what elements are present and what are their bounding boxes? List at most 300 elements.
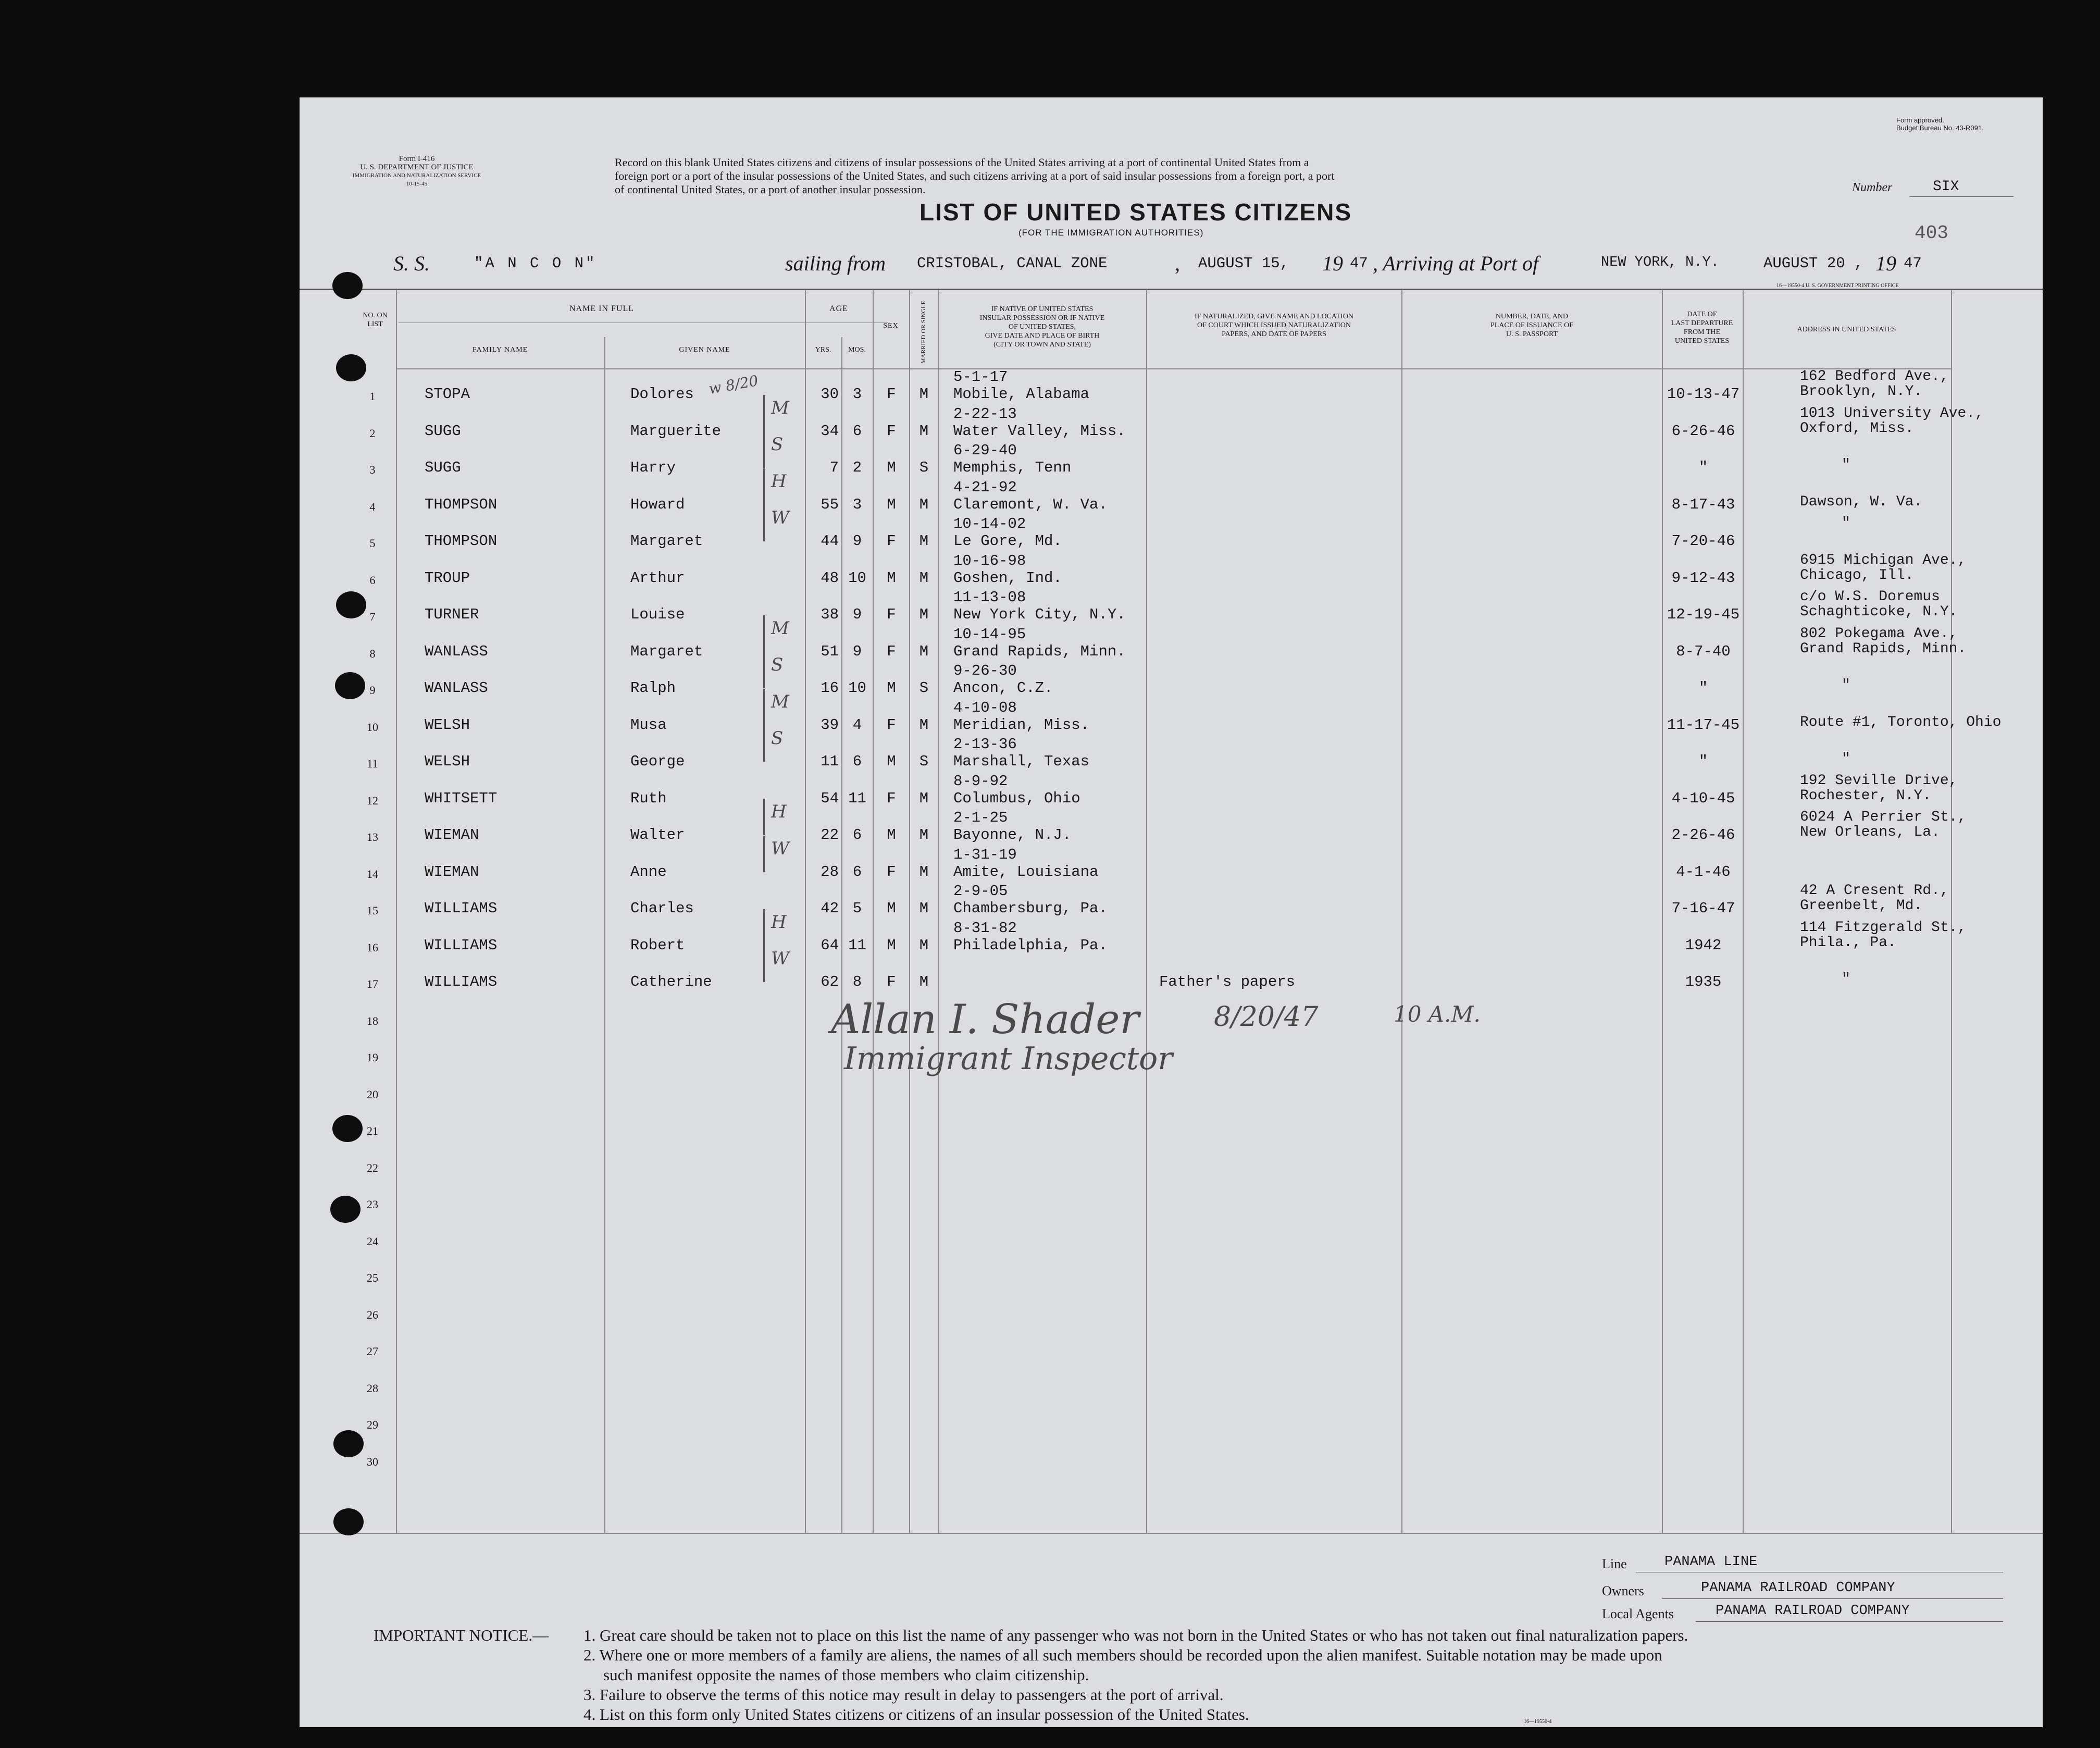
- given-name-cell: Margaret: [630, 642, 703, 660]
- sex-cell: F: [887, 532, 896, 550]
- handwritten-mark: H: [771, 801, 787, 822]
- age-years-cell: 51: [821, 642, 839, 660]
- handwritten-bracket: [763, 946, 765, 982]
- instruction-line: foreign port or a port of the insular possessions of the United States, and such citizens arriving at a port of said insular possessions from a foreign port, a port: [615, 169, 1335, 182]
- column-rule: [604, 337, 605, 1533]
- given-name-cell: Walter: [630, 826, 685, 844]
- column-rule: [805, 290, 806, 1533]
- family-name-cell: WELSH: [425, 716, 470, 734]
- birth-place-cell: Bayonne, N.J.: [953, 826, 1072, 844]
- handwritten-bracket: [763, 468, 765, 505]
- age-years-cell: 54: [821, 789, 839, 807]
- sex-cell: M: [887, 459, 896, 476]
- birth-date-cell: 10-14-02: [953, 515, 1026, 532]
- marital-status-cell: M: [919, 936, 929, 954]
- header-departure-line: UNITED STATES: [1674, 337, 1730, 345]
- row-number: 1: [369, 390, 376, 403]
- notice-line: such manifest opposite the names of those members who claim citizenship.: [603, 1666, 1089, 1684]
- header-age: AGE: [829, 304, 848, 313]
- row-number: 2: [369, 426, 376, 440]
- handwritten-bracket: [763, 505, 765, 541]
- address-line-2: ": [1842, 751, 1850, 767]
- header-married-or-single: MARRIED OR SINGLE: [919, 301, 927, 364]
- age-months-cell: 11: [848, 789, 866, 807]
- birth-date-cell: 2-22-13: [953, 405, 1017, 423]
- birth-date-cell: 5-1-17: [953, 368, 1008, 386]
- address-line-2: Route #1, Toronto, Ohio: [1800, 714, 2002, 730]
- given-name-cell: George: [630, 753, 685, 770]
- given-name-cell: Musa: [630, 716, 667, 734]
- birth-date-cell: 10-16-98: [953, 552, 1026, 569]
- row-number: 28: [367, 1381, 378, 1395]
- sailing-label: sailing from: [785, 252, 886, 275]
- sex-cell: F: [887, 716, 896, 734]
- sex-cell: M: [887, 679, 896, 697]
- header-given-name: GIVEN NAME: [679, 346, 730, 354]
- row-number: 7: [369, 610, 376, 623]
- sex-cell: F: [887, 642, 896, 660]
- gpo-note: 16—19550-4 U. S. GOVERNMENT PRINTING OFFICE: [1776, 283, 1899, 289]
- row-number: 24: [367, 1234, 378, 1248]
- manifest-sheet: [300, 97, 2043, 1727]
- row-number: 6: [369, 573, 376, 587]
- header-birth-line: INSULAR POSSESSION OR IF NATIVE: [979, 314, 1105, 322]
- header-naturalized-line: IF NATURALIZED, GIVE NAME AND LOCATION: [1195, 313, 1353, 320]
- row-number: 14: [367, 867, 378, 881]
- form-date: 10-15-45: [406, 181, 428, 187]
- family-name-cell: STOPA: [425, 386, 470, 403]
- handwritten-mark: S: [771, 654, 784, 675]
- header-sex: SEX: [883, 322, 899, 330]
- handwritten-mark: S: [771, 434, 784, 455]
- column-rule: [938, 290, 939, 1533]
- header-departure-line: DATE OF: [1687, 311, 1717, 318]
- marital-status-cell: M: [919, 973, 929, 990]
- age-years-cell: 30: [821, 386, 839, 403]
- address-line-1: 1013 University Ave.,: [1800, 405, 1984, 421]
- header-birth-line: OF UNITED STATES,: [1008, 323, 1076, 331]
- marital-status-cell: S: [919, 459, 929, 476]
- service-name: IMMIGRATION AND NATURALIZATION SERVICE: [352, 172, 481, 179]
- birth-place-cell: Claremont, W. Va.: [953, 495, 1108, 513]
- family-name-cell: WHITSETT: [425, 789, 498, 807]
- age-months-cell: 9: [852, 532, 862, 550]
- column-rule: [873, 290, 874, 1533]
- owners-underline: [1662, 1598, 2003, 1599]
- age-months-cell: 2: [852, 459, 862, 476]
- sex-cell: F: [887, 789, 896, 807]
- notice-line: 1. Great care should be taken not to place on this list the name of any passenger who was not born in the United States or who has not taken out final naturalization papers.: [583, 1626, 1688, 1644]
- birth-place-cell: Memphis, Tenn: [953, 459, 1072, 476]
- form-approval: [1896, 116, 1984, 132]
- approval-line: Form approved.: [1896, 116, 1944, 124]
- column-rule: [1146, 290, 1147, 1533]
- form-subtitle: (FOR THE IMMIGRATION AUTHORITIES): [1018, 228, 1204, 238]
- age-years-cell: 48: [821, 569, 839, 587]
- family-name-cell: SUGG: [425, 459, 461, 476]
- given-name-cell: Dolores: [630, 386, 694, 403]
- family-name-cell: TROUP: [425, 569, 470, 587]
- birth-date-cell: 8-9-92: [953, 772, 1008, 790]
- birth-date-cell: 8-31-82: [953, 919, 1017, 937]
- header-family-name: FAMILY NAME: [472, 346, 528, 354]
- punch-hole: [332, 1115, 363, 1142]
- age-months-cell: 8: [852, 973, 862, 990]
- sex-cell: F: [887, 422, 896, 440]
- birth-date-cell: 6-29-40: [953, 442, 1017, 459]
- age-years-cell: 16: [821, 679, 839, 697]
- row-number: 8: [369, 647, 376, 660]
- family-name-cell: WANLASS: [425, 642, 488, 660]
- row-number: 3: [369, 463, 376, 476]
- address-line-1: 42 A Cresent Rd.,: [1800, 883, 1949, 899]
- handwritten-bracket: [763, 909, 765, 946]
- owners-value: PANAMA RAILROAD COMPANY: [1701, 1580, 1895, 1596]
- line-label: Line: [1602, 1556, 1627, 1571]
- handwritten-bracket: [763, 836, 765, 872]
- arrival-year: 47: [1904, 255, 1922, 272]
- notice-label: IMPORTANT NOTICE.—: [374, 1626, 549, 1644]
- signature-date: 8/20/47: [1214, 1001, 1319, 1033]
- given-name-cell: Howard: [630, 495, 685, 513]
- handwritten-bracket: [763, 431, 765, 468]
- age-months-cell: 3: [852, 386, 862, 403]
- row-number: 5: [369, 537, 376, 550]
- handwritten-mark: H: [771, 470, 787, 492]
- column-rule: [841, 337, 842, 1533]
- age-years-cell: 7: [829, 459, 839, 476]
- birth-date-cell: 4-10-08: [953, 699, 1017, 716]
- birth-place-cell: Ancon, C.Z.: [953, 679, 1053, 697]
- row-number: 22: [367, 1161, 378, 1174]
- address-line-2: Dawson, W. Va.: [1800, 493, 1923, 510]
- row-number: 13: [367, 830, 378, 844]
- row-number: 25: [367, 1271, 378, 1284]
- agents-value: PANAMA RAILROAD COMPANY: [1716, 1603, 1910, 1619]
- header-naturalized-line: PAPERS, AND DATE OF PAPERS: [1222, 330, 1326, 338]
- marital-status-cell: M: [919, 422, 929, 440]
- address-line-2: Chicago, Ill.: [1800, 567, 1914, 584]
- instruction-line: of continental United States, or a port of another insular possession.: [615, 183, 926, 196]
- birth-date-cell: 4-21-92: [953, 478, 1017, 496]
- row-number: 9: [369, 684, 376, 697]
- header-birth-line: GIVE DATE AND PLACE OF BIRTH: [985, 332, 1100, 340]
- family-name-cell: THOMPSON: [425, 532, 498, 550]
- address-line-1: 114 Fitzgerald St.,: [1800, 919, 1967, 936]
- address-line-2: New Orleans, La.: [1800, 824, 1940, 840]
- marital-status-cell: M: [919, 900, 929, 917]
- row-number: 20: [367, 1087, 378, 1101]
- handwritten-bracket: [763, 615, 765, 652]
- punch-hole: [335, 672, 365, 699]
- inspector-title: Immigrant Inspector: [844, 1040, 1173, 1077]
- age-years-cell: 22: [821, 826, 839, 844]
- birth-place-cell: Meridian, Miss.: [953, 716, 1090, 734]
- row-number: 18: [367, 1014, 378, 1027]
- age-months-cell: 3: [852, 495, 862, 513]
- departure-date-cell: ": [1698, 753, 1708, 770]
- family-name-cell: THOMPSON: [425, 495, 498, 513]
- departure-date-cell: 1942: [1685, 936, 1722, 954]
- header-yrs: YRS.: [815, 346, 831, 354]
- form-number: Form I-416: [399, 155, 435, 163]
- age-months-cell: 4: [852, 716, 862, 734]
- punch-hole: [333, 1430, 364, 1457]
- birth-date-cell: 2-9-05: [953, 883, 1008, 900]
- address-line-2: Grand Rapids, Minn.: [1800, 640, 1967, 657]
- row-number: 15: [367, 904, 378, 917]
- departure-date-cell: 4-1-46: [1676, 863, 1731, 881]
- birth-place-cell: Chambersburg, Pa.: [953, 900, 1108, 917]
- inspector-signature: Allan I. Shader: [831, 996, 1139, 1043]
- header-address: ADDRESS IN UNITED STATES: [1797, 326, 1896, 333]
- age-months-cell: 6: [852, 863, 862, 881]
- marital-status-cell: M: [919, 789, 929, 807]
- handwritten-note: w 8/20: [707, 371, 760, 398]
- address-line-2: Brooklyn, N.Y.: [1800, 383, 1923, 400]
- departure-date-cell: 9-12-43: [1671, 569, 1735, 587]
- address-line-1: 6024 A Perrier St.,: [1800, 809, 1967, 825]
- row-number: 4: [369, 500, 376, 513]
- sex-cell: M: [887, 569, 896, 587]
- header-naturalized: [1148, 312, 1400, 339]
- handwritten-bracket: [763, 799, 765, 835]
- handwritten-mark: W: [771, 838, 789, 859]
- instructions: [615, 156, 1334, 196]
- given-name-cell: Robert: [630, 936, 685, 954]
- sex-cell: F: [887, 973, 896, 990]
- column-rule: [1401, 290, 1402, 1533]
- sex-cell: M: [887, 900, 896, 917]
- number-value: SIX: [1933, 179, 1959, 195]
- address-line-1: 802 Pokegama Ave.,: [1800, 625, 1958, 642]
- address-line-2: ": [1842, 971, 1850, 987]
- family-name-cell: WELSH: [425, 753, 470, 770]
- marital-status-cell: M: [919, 826, 929, 844]
- number-label: Number: [1852, 181, 1893, 194]
- departure-date-cell: 2-26-46: [1671, 826, 1735, 844]
- family-name-cell: TURNER: [425, 606, 479, 623]
- header-departure-line: LAST DEPARTURE: [1671, 319, 1733, 327]
- handwritten-bracket: [763, 725, 765, 762]
- departure-date-cell: 7-16-47: [1671, 900, 1735, 917]
- departure-date-cell: 11-17-45: [1667, 716, 1740, 734]
- ship-name: "A N C O N": [474, 255, 597, 272]
- row-number: 11: [367, 757, 378, 770]
- year-prefix: 19: [1875, 252, 1896, 275]
- birth-place-cell: Amite, Louisiana: [953, 863, 1099, 881]
- row-number: 26: [367, 1308, 378, 1321]
- column-rule: [1951, 290, 1952, 1533]
- age-years-cell: 39: [821, 716, 839, 734]
- row-number: 29: [367, 1418, 378, 1431]
- age-months-cell: 10: [848, 569, 866, 587]
- age-years-cell: 11: [821, 753, 839, 770]
- departure-date-cell: 12-19-45: [1667, 606, 1740, 623]
- given-name-cell: Charles: [630, 900, 694, 917]
- age-years-cell: 34: [821, 422, 839, 440]
- family-name-cell: WIEMAN: [425, 826, 479, 844]
- marital-status-cell: M: [919, 863, 929, 881]
- row-number: 19: [367, 1051, 378, 1064]
- age-months-cell: 9: [852, 642, 862, 660]
- birth-date-cell: 1-31-19: [953, 846, 1017, 863]
- handwritten-mark: M: [771, 397, 789, 418]
- arrival-port: NEW YORK, N.Y.: [1601, 255, 1719, 270]
- separator: ,: [1175, 252, 1180, 275]
- handwritten-mark: W: [771, 948, 789, 969]
- address-line-1: ": [1842, 515, 1850, 531]
- birth-date-cell: 10-14-95: [953, 625, 1026, 643]
- depart-year: 47: [1350, 255, 1368, 272]
- given-name-cell: Arthur: [630, 569, 685, 587]
- departure-date-cell: 6-26-46: [1671, 422, 1735, 440]
- handwritten-mark: H: [771, 911, 787, 933]
- department-name: U. S. DEPARTMENT OF JUSTICE: [360, 163, 474, 171]
- ss-label: S. S.: [393, 252, 430, 275]
- header-mos: MOS.: [848, 346, 866, 354]
- departure-date-cell: 8-17-43: [1671, 495, 1735, 513]
- age-months-cell: 9: [852, 606, 862, 623]
- given-name-cell: Anne: [630, 863, 667, 881]
- address-line-2: Phila., Pa.: [1800, 934, 1896, 951]
- owners-label: Owners: [1602, 1583, 1644, 1598]
- notice-line: 4. List on this form only United States citizens or citizens of an insular possession of the United States.: [583, 1705, 1249, 1724]
- given-name-cell: Louise: [630, 606, 685, 623]
- header-birth: [939, 305, 1145, 349]
- birth-place-cell: Mobile, Alabama: [953, 386, 1090, 403]
- family-name-cell: WILLIAMS: [425, 900, 498, 917]
- column-rule: [1743, 290, 1744, 1533]
- birth-date-cell: 2-1-25: [953, 809, 1008, 826]
- column-rule: [909, 290, 910, 1533]
- stamp-number: 403: [1915, 222, 1948, 244]
- handwritten-mark: W: [771, 507, 789, 528]
- marital-status-cell: M: [919, 495, 929, 513]
- address-line-2: ": [1842, 677, 1850, 693]
- age-years-cell: 38: [821, 606, 839, 623]
- number-underline: [1909, 196, 2014, 197]
- departure-date-cell: 10-13-47: [1667, 386, 1740, 403]
- sex-cell: M: [887, 495, 896, 513]
- birth-place-cell: Columbus, Ohio: [953, 789, 1080, 807]
- age-months-cell: 6: [852, 753, 862, 770]
- header-no-on-list: NO. ON LIST: [363, 312, 388, 328]
- marital-status-cell: M: [919, 642, 929, 660]
- birth-place-cell: Goshen, Ind.: [953, 569, 1062, 587]
- marital-status-cell: M: [919, 386, 929, 403]
- header-passport-line: NUMBER, DATE, AND: [1495, 313, 1569, 320]
- address-line-1: 6915 Michigan Ave.,: [1800, 552, 1967, 568]
- row-number: 10: [367, 720, 378, 734]
- birth-place-cell: Grand Rapids, Minn.: [953, 642, 1126, 660]
- punch-hole: [332, 272, 363, 299]
- handwritten-mark: S: [771, 728, 784, 749]
- sex-cell: M: [887, 936, 896, 954]
- arriving-label: , Arriving at Port of: [1373, 252, 1539, 275]
- address-line-2: Oxford, Miss.: [1800, 420, 1914, 437]
- address-line-2: Schaghticoke, N.Y.: [1800, 604, 1958, 620]
- family-name-cell: WIEMAN: [425, 863, 479, 881]
- header-birth-line: (CITY OR TOWN AND STATE): [993, 341, 1091, 349]
- header-name-in-full: NAME IN FULL: [569, 304, 634, 313]
- marital-status-cell: M: [919, 606, 929, 623]
- departure-date-cell: 1935: [1685, 973, 1722, 990]
- age-months-cell: 6: [852, 826, 862, 844]
- age-years-cell: 42: [821, 900, 839, 917]
- row-number: 23: [367, 1198, 378, 1211]
- marital-status-cell: S: [919, 679, 929, 697]
- header-bottom-rule: [396, 368, 1951, 369]
- footer-code: 16—19550-4: [1524, 1719, 1552, 1725]
- birth-place-cell: Water Valley, Miss.: [953, 422, 1126, 440]
- arrival-date: AUGUST 20 ,: [1763, 255, 1863, 272]
- birth-place-cell: Le Gore, Md.: [953, 532, 1062, 550]
- row-number: 30: [367, 1455, 378, 1468]
- agents-label: Local Agents: [1602, 1606, 1674, 1621]
- row-number: 16: [367, 940, 378, 954]
- row-number: 17: [367, 977, 378, 990]
- birth-date-cell: 9-26-30: [953, 662, 1017, 679]
- age-months-cell: 5: [852, 900, 862, 917]
- depart-date: AUGUST 15,: [1198, 255, 1289, 272]
- family-name-cell: WILLIAMS: [425, 973, 498, 990]
- given-name-cell: Marguerite: [630, 422, 722, 440]
- address-line-2: Greenbelt, Md.: [1800, 898, 1923, 914]
- header-birth-line: IF NATIVE OF UNITED STATES: [991, 305, 1094, 313]
- departure-date-cell: 8-7-40: [1676, 642, 1731, 660]
- handwritten-bracket: [763, 689, 765, 725]
- departure-date-cell: ": [1698, 679, 1708, 697]
- age-months-cell: 6: [852, 422, 862, 440]
- signature-time: 10 A.M.: [1394, 1001, 1481, 1027]
- age-years-cell: 64: [821, 936, 839, 954]
- departure-date-cell: ": [1698, 459, 1708, 476]
- birth-place-cell: Philadelphia, Pa.: [953, 936, 1108, 954]
- given-name-cell: Harry: [630, 459, 676, 476]
- agents-underline: [1696, 1621, 2003, 1622]
- given-name-cell: Ruth: [630, 789, 667, 807]
- header-passport-line: PLACE OF ISSUANCE OF: [1490, 321, 1574, 329]
- address-line-2: ": [1842, 457, 1850, 473]
- punch-hole: [333, 1508, 364, 1535]
- form-title: LIST OF UNITED STATES CITIZENS: [919, 199, 1352, 226]
- year-prefix: 19: [1322, 252, 1343, 275]
- age-years-cell: 44: [821, 532, 839, 550]
- naturalization-cell: Father's papers: [1159, 973, 1296, 990]
- row-number: 21: [367, 1124, 378, 1137]
- header-passport-line: U. S. PASSPORT: [1506, 330, 1558, 338]
- departure-date-cell: 4-10-45: [1671, 789, 1735, 807]
- age-months-cell: 11: [848, 936, 866, 954]
- handwritten-bracket: [763, 395, 765, 431]
- departure-date-cell: 7-20-46: [1671, 532, 1735, 550]
- birth-place-cell: New York City, N.Y.: [953, 606, 1126, 623]
- birth-date-cell: 2-13-36: [953, 736, 1017, 753]
- address-line-1: 192 Seville Drive,: [1800, 772, 1958, 789]
- age-months-cell: 10: [848, 679, 866, 697]
- given-name-cell: Catherine: [630, 973, 712, 990]
- notice-line: 3. Failure to observe the terms of this notice may result in delay to passengers at the port of arrival.: [583, 1685, 1224, 1704]
- sex-cell: F: [887, 606, 896, 623]
- sex-cell: M: [887, 826, 896, 844]
- header-passport: [1403, 312, 1661, 339]
- birth-place-cell: Marshall, Texas: [953, 753, 1090, 770]
- notice-line: 2. Where one or more members of a family are aliens, the names of all such members should be recorded upon the alien manifest. Suitable notation may be made upon: [583, 1646, 1662, 1664]
- from-port: CRISTOBAL, CANAL ZONE: [917, 255, 1108, 272]
- row-number: 12: [367, 794, 378, 807]
- age-years-cell: 62: [821, 973, 839, 990]
